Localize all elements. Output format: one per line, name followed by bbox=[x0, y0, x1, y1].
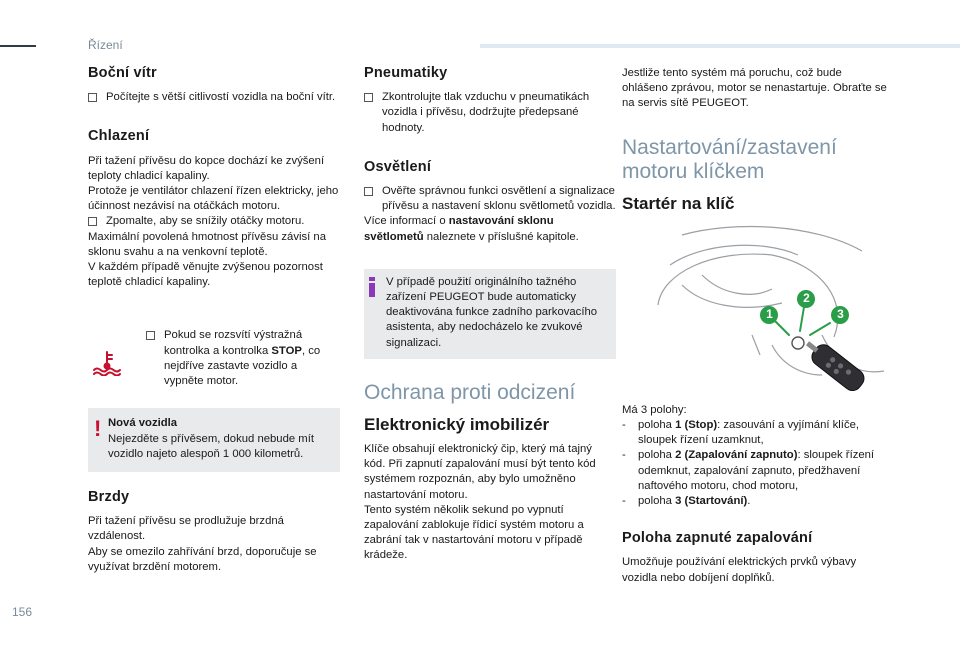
cooling-heading: Chlazení bbox=[88, 128, 150, 145]
column-right bbox=[622, 66, 888, 586]
key-starter-heading: Startér na klíč bbox=[622, 193, 735, 213]
tyres-item: Zkontrolujte tlak vzduchu v pneumatikách vozidla i přívěsu, dodržujte předepsané hodnoty. bbox=[364, 90, 616, 136]
ignition-figure bbox=[622, 225, 888, 391]
column-middle bbox=[364, 66, 616, 564]
checkbox-icon bbox=[88, 217, 97, 226]
cooling-item: Zpomalte, aby se snížily otáčky motoru. bbox=[88, 214, 340, 229]
side-wind-item: Počítejte s větší citlivostí vozidla na boční vítr. bbox=[88, 90, 340, 105]
exclamation-icon: ! bbox=[94, 416, 102, 442]
start-stop-heading: Nastartování/zastavení motoru klíčkem bbox=[622, 135, 837, 183]
coolant-warning-text: Pokud se rozsvítí výstražná kontrolka a kontrolka STOP, co nejdříve zastavte vozidlo a vypněte motor. bbox=[146, 328, 336, 389]
new-vehicle-heading: Nová vozidla bbox=[108, 417, 178, 430]
brakes-paragraph-1: Při tažení přívěsu se prodlužuje brzdná vzdálenost. bbox=[88, 515, 284, 543]
checkbox-icon bbox=[146, 331, 155, 340]
parking-assist-info: V případě použití originálního tažného zařízení PEUGEOT bude automaticky deaktivována funkce zadního parkovacího asistenta, aby nedocházelo ke zvukové signalizaci. bbox=[364, 269, 616, 359]
new-vehicle-alert bbox=[88, 408, 340, 472]
checkbox-icon bbox=[364, 187, 373, 196]
lighting-item: Ověřte správnou funkci osvětlení a signalizace přívěsu a nastavení sklonu světlometů vozidla. bbox=[364, 184, 616, 214]
cooling-paragraph-1: Při tažení přívěsu do kopce dochází ke zvýšení teploty chladicí kapaliny. bbox=[88, 154, 325, 182]
brakes-paragraph-2: Aby se omezilo zahřívání brzd, doporučuje se využívat brzdění motorem. bbox=[88, 545, 317, 573]
figure-label-1: 1 bbox=[766, 306, 773, 321]
brakes-heading: Brzdy bbox=[88, 489, 130, 506]
column-left bbox=[88, 66, 340, 575]
theft-protection-heading: Ochrana proti odcizení bbox=[364, 380, 576, 404]
coolant-temperature-icon bbox=[92, 350, 122, 381]
info-icon bbox=[369, 277, 375, 297]
positions-intro: Má 3 polohy: bbox=[622, 403, 687, 416]
coolant-warning bbox=[88, 328, 340, 398]
ignition-on-heading: Poloha zapnuté zapalování bbox=[622, 530, 813, 547]
tyres-heading: Pneumatiky bbox=[364, 65, 448, 81]
ignition-illustration bbox=[622, 225, 888, 391]
fault-text: Jestliže tento systém má poruchu, což bude ohlášeno zprávou, motor se nenastartuje. Obraťte se na servis sítě PEUGEOT. bbox=[622, 67, 887, 110]
lighting-heading: Osvětlení bbox=[364, 158, 432, 175]
immobiliser-heading: Elektronický imobilizér bbox=[364, 414, 550, 434]
cooling-paragraph-4: V každém případě věnujte zvýšenou pozornost teplotě chladicí kapaliny. bbox=[88, 261, 323, 289]
cooling-paragraph-2: Protože je ventilátor chlazení řízen elektricky, jeho účinnost nezávisí na otáčkách motoru. bbox=[88, 185, 339, 213]
page-number: 156 bbox=[12, 605, 33, 619]
position-item-1: - poloha 1 (Stop): zasouvání a vyjímání klíče, sloupek řízení uzamknut, bbox=[622, 419, 860, 447]
checkbox-icon bbox=[88, 93, 97, 102]
ignition-on-text: Umožňuje používání elektrických prvků výbavy vozidla nebo dobíjení doplňků. bbox=[622, 556, 857, 584]
position-item-2: - poloha 2 (Zapalování zapnuto): sloupek řízení odemknut, zapalování zapnuto, předžhavení naftového motoru, chod motoru, bbox=[622, 449, 875, 492]
figure-label-2: 2 bbox=[803, 290, 810, 305]
new-vehicle-text: Nejezděte s přívěsem, dokud nebude mít vozidlo najeto alespoň 1 000 kilometrů. bbox=[108, 432, 314, 460]
section-label: Řízení bbox=[88, 38, 123, 52]
header-rule-dark bbox=[0, 45, 36, 47]
figure-label-3: 3 bbox=[837, 306, 844, 321]
immobiliser-paragraph-1: Klíče obsahují elektronický čip, který má tajný kód. Při zapnutí zapalování musí být tento kód systémem rozpoznán, aby bylo umožněno nastartování motoru. bbox=[364, 443, 596, 501]
side-wind-heading: Boční vítr bbox=[88, 65, 157, 81]
cooling-paragraph-3: Maximální povolená hmotnost přívěsu závisí na sklonu svahu a na venkovní teplotě. bbox=[88, 230, 326, 258]
lighting-more-info: Více informací o nastavování sklonu světlometů naleznete v příslušné kapitole. bbox=[364, 215, 579, 243]
immobiliser-paragraph-2: Tento systém několik sekund po vypnutí zapalování zablokuje řídicí systém motoru a zabrání tak v nastartování motoru v případě krádeže. bbox=[364, 503, 584, 562]
header-rule-light bbox=[480, 44, 960, 48]
checkbox-icon bbox=[364, 93, 373, 102]
position-item-3: - poloha 3 (Startování). bbox=[622, 495, 751, 508]
